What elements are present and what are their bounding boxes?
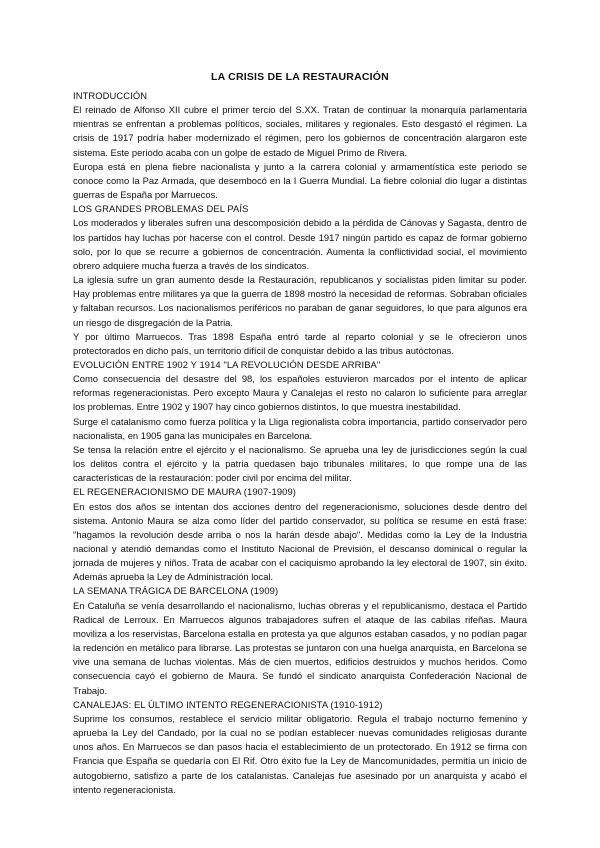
- paragraph: Surge el catalanismo como fuerza política y la Lliga regionalista cobra importancia, partido conservador pero nacionalista, en 1905 gana las municipales en Barcelona.: [73, 415, 527, 441]
- section-heading-introduccion: INTRODUCCIÓN: [73, 90, 148, 101]
- paragraph: En Cataluña se venía desarrollando el nacionalismo, luchas obreras y el republicanismo, destaca el Partido Radical de Lerroux. En Marruecos algunos trabajadores sufren el ataque de las cabilas rifeñas. Maura moviliza a los reservistas, Barcelona estalla en protesta ya que algunos estaban casados, y no podían pagar la redención en metálico para librarse. Las protestas se juntaron con una huelga anarquista, en Barcelona se vive una semana de luchas violentas. Más de cien muertos, edificios destruidos y muchos heridos. Como consecuencia cayó el gobierno de Maura. Se fundó el sindicato anarquista Confederación Nacional de Trabajo.: [73, 599, 527, 696]
- paragraph: El reinado de Alfonso XII cubre el primer tercio del S.XX. Tratan de continuar la monarquía parlamentaria mientras se enfrentan a problemas políticos, sociales, militares y regionales. Esto desgastó el régimen. La crisis de 1917 podría haber modernizado el régimen, pero los gobiernos de concentración alargaron este sistema. Este periodo acaba con un golpe de estado de Miguel Primo de Rivera.: [73, 104, 527, 158]
- document-title: LA CRISIS DE LA RESTAURACIÓN: [211, 71, 389, 83]
- section-heading-evolucion: EVOLUCIÓN ENTRE 1902 Y 1914 "LA REVOLUCIÓN DESDE ARRIBA": [73, 358, 381, 370]
- paragraph: Los moderados y liberales sufren una descomposición debido a la pérdida de Cánovas y Sagasta, dentro de los partidos hay luchas por hacerse con el control. Desde 1917 ningún partido es capaz de formar gobierno solo, por lo que se recurre a gobiernos de concentración. Aumenta la conflictividad social, el movimiento obrero adquiere mucha fuerza a través de los sindicatos.: [73, 217, 527, 271]
- paragraph: Suprime los consumos, restablece el servicio militar obligatorio. Regula el trabajo nocturno femenino y aprueba la Ley del Candado, por la cual no se podían establecer nuevas comunidades religiosas durante unos años. En Marruecos se dan pasos hacia el establecimiento de un protectorado. En 1912 se firma con Francia que España se quedaría con El Rif. Otro éxito fue la Ley de Mancomunidades, permitía un inicio de autogobierno, satisfizo a parte de los catalanistas. Canalejas fue asesinado por un anarquista y acabó el intento regeneracionista.: [73, 712, 527, 795]
- paragraph: Como consecuencia del desastre del 98, los españoles estuvieron marcados por el intento de aplicar reformas regeneracionistas. Pero excepto Maura y Canalejas el resto no calaron lo suficiente para arreglar los problemas. Entre 1902 y 1907 hay cinco gobiernos distintos, lo que muestra inestabilidad.: [73, 373, 527, 413]
- section-heading-maura: EL REGENERACIONISMO DE MAURA (1907-1909): [73, 486, 296, 498]
- section-heading-semana-tragica: LA SEMANA TRÁGICA DE BARCELONA (1909): [73, 585, 279, 597]
- section-heading-grandes-problemas: LOS GRANDES PROBLEMAS DEL PAÍS: [73, 203, 249, 215]
- paragraph: Europa está en plena fiebre nacionalista y junto a la carrera colonial y armamentística este periodo se conoce como la Paz Armada, que desembocó en la I Guerra Mundial. La fiebre colonial dio lugar a distintas guerras de España por Marruecos.: [73, 160, 527, 201]
- paragraph: Y por último Marruecos. Tras 1898 España entró tarde al reparto colonial y se le ofrecieron unos protectorados en dicho país, un territorio difícil de conquistar debido a las tribus autóctonas.: [73, 330, 527, 356]
- section-heading-canalejas: CANALEJAS: EL ÚLTIMO INTENTO REGENERACIONISTA (1910-1912): [73, 698, 383, 710]
- paragraph: Se tensa la relación entre el ejército y el nacionalismo. Se aprueba una ley de jurisdicciones según la cual los delitos contra el ejército y la patria quedasen bajo tribunales militares, lo que rompe una de las características de la restauración: poder civil por encima del militar.: [73, 443, 527, 484]
- paragraph: La iglesia sufre un gran aumento desde la Restauración, republicanos y socialistas piden limitar su poder. Hay problemas entre militares ya que la guerra de 1898 mostró la necesidad de reformas. Sobraban oficiales y faltaban recursos. Los nacionalismos periféricos no paraban de ganar seguidores, lo que para algunos era un riesgo de disgregación de la Patria.: [73, 274, 527, 328]
- paragraph: En estos dos años se intentan dos acciones dentro del regeneracionismo, soluciones desde dentro del sistema. Antonio Maura se alza como líder del partido conservador, su política se resume en está frase: "hagamos la revolución desde arriba o nos la harán desde abajo". Medidas como la Ley de la Industria nacional y atendió demandas como el Instituto Nacional de Previsión, el descanso dominical o regular la jornada de mujeres y niños. Trata de acabar con el caciquismo aprobando la ley electoral de 1907, sin éxito. Además aprueba la Ley de Administración local.: [73, 500, 527, 583]
